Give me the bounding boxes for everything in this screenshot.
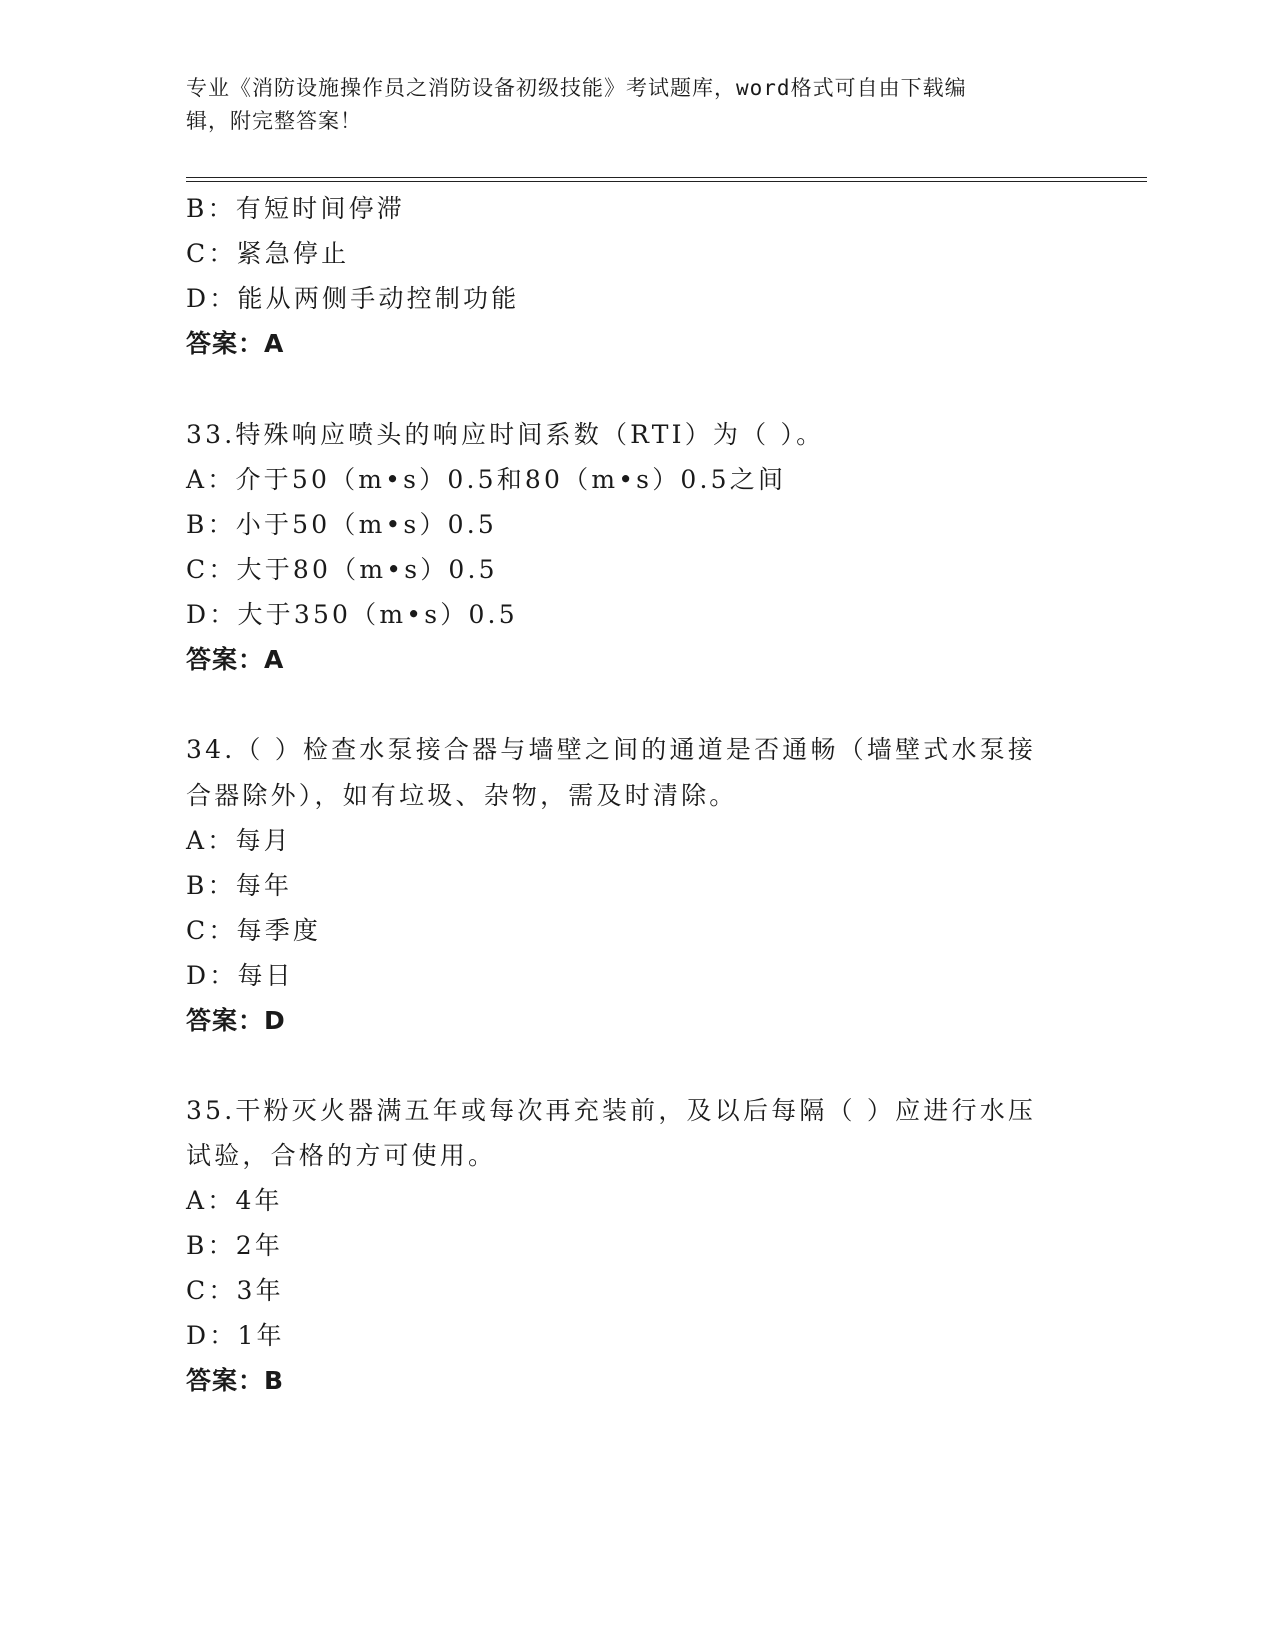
q34-option-b: B：每年 xyxy=(186,871,293,900)
header-divider-bottom xyxy=(186,181,1147,182)
q35-answer: 答案：B xyxy=(186,1366,285,1395)
header-line-2: 辑，附完整答案！ xyxy=(186,109,362,133)
q35-option-c: C：3年 xyxy=(186,1276,284,1305)
q32-option-d: D：能从两侧手动控制功能 xyxy=(186,284,520,313)
q33-answer: 答案：A xyxy=(186,645,285,674)
q33-question: 33.特殊响应喷头的响应时间系数（RTI）为（ ）。 xyxy=(186,420,825,449)
q35-question-line-2: 试验，合格的方可使用。 xyxy=(186,1141,497,1170)
q34-question-line-2: 合器除外），如有垃圾、杂物，需及时清除。 xyxy=(186,781,738,810)
q33-option-d: D：大于350（m•s）0.5 xyxy=(186,600,518,629)
q35-option-d: D：1年 xyxy=(186,1321,285,1350)
header-divider-top xyxy=(186,177,1147,178)
q34-answer: 答案：D xyxy=(186,1006,286,1035)
q35-question-line-1: 35.干粉灭火器满五年或每次再充装前，及以后每隔（ ）应进行水压 xyxy=(186,1096,1037,1125)
q33-option-a: A：介于50（m•s）0.5和80（m•s）0.5之间 xyxy=(186,465,787,494)
q32-answer: 答案：A xyxy=(186,329,285,358)
q34-option-c: C：每季度 xyxy=(186,916,322,945)
q35-option-b: B：2年 xyxy=(186,1231,284,1260)
q34-option-d: D：每日 xyxy=(186,961,294,990)
q34-question-line-1: 34.（ ）检查水泵接合器与墙壁之间的通道是否通畅（墙壁式水泵接 xyxy=(186,735,1037,764)
document-header xyxy=(186,72,1066,138)
q33-option-c: C：大于80（m•s）0.5 xyxy=(186,555,498,584)
q34-option-a: A：每月 xyxy=(186,826,292,855)
header-line-1: 专业《消防设施操作员之消防设备初级技能》考试题库，word格式可自由下载编 xyxy=(186,76,967,100)
q35-option-a: A：4年 xyxy=(186,1186,283,1215)
q32-option-b: B：有短时间停滞 xyxy=(186,194,405,223)
q33-option-b: B：小于50（m•s）0.5 xyxy=(186,510,498,539)
q32-option-c: C：紧急停止 xyxy=(186,239,350,268)
